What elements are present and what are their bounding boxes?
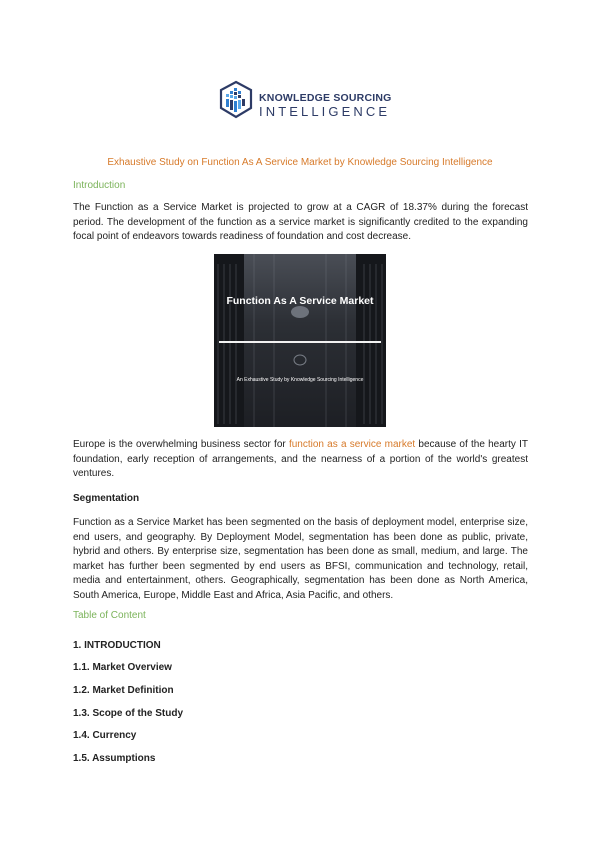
introduction-link[interactable]: Introduction [73,180,126,191]
europe-text-after: because of the hearty IT foundation, early reception of arrangements, and the nearness of a portion of the world's greatest ventures. [73,439,528,479]
function-as-a-service-market-link[interactable]: function as a service market [288,439,416,450]
logo-mark-icon [217,80,255,120]
toc-item[interactable]: 1.1. Market Overview [73,662,172,673]
logo-line-1: KNOWLEDGE SOURCING [259,92,392,104]
europe-paragraph [73,438,528,482]
toc-item[interactable]: 1. INTRODUCTION [73,640,161,651]
document-title: Exhaustive Study on Function As A Service Market by Knowledge Sourcing Intelligence [107,157,493,168]
toc-item[interactable]: 1.4. Currency [73,730,137,741]
hero-subtitle: An Exhaustive Study by Knowledge Sourcing Intelligence [236,377,364,383]
toc-item[interactable]: 1.3. Scope of the Study [73,708,184,719]
segmentation-heading: Segmentation [73,493,140,504]
hero-title: Function As A Service Market [226,295,374,307]
segmentation-paragraph: Function as a Service Market has been segmented on the basis of deployment model, enterprise size, end users, and geography. By Deployment Model, segmentation has been done as public, private, hybrid and others. By enterprise size, segmentation has been done as small, medium, and large. The market has further been segmented by end users as BFSI, communication and technology, retail, media and entertainment, others. Geographically, segmentation has been done as North America, South America, Europe, Middle East and Africa, Asia Pacific, and others. [73,517,528,601]
company-logo [217,80,392,122]
europe-text-before: Europe is the overwhelming business sector for [73,439,289,450]
logo-wordmark [259,93,392,119]
hero-banner-image [214,254,386,427]
hero-divider [219,341,381,343]
table-of-content-link[interactable]: Table of Content [73,610,146,621]
toc-item[interactable]: 1.5. Assumptions [73,753,156,764]
logo-line-2: INTELLIGENCE [259,104,391,119]
introduction-paragraph: The Function as a Service Market is projected to grow at a CAGR of 18.37% during the forecast period. The development of the function as a service market is significantly credited to the expanding focal point of endeavors towards readiness of foundation and cost decrease. [73,202,528,242]
toc-item[interactable]: 1.2. Market Definition [73,685,174,696]
